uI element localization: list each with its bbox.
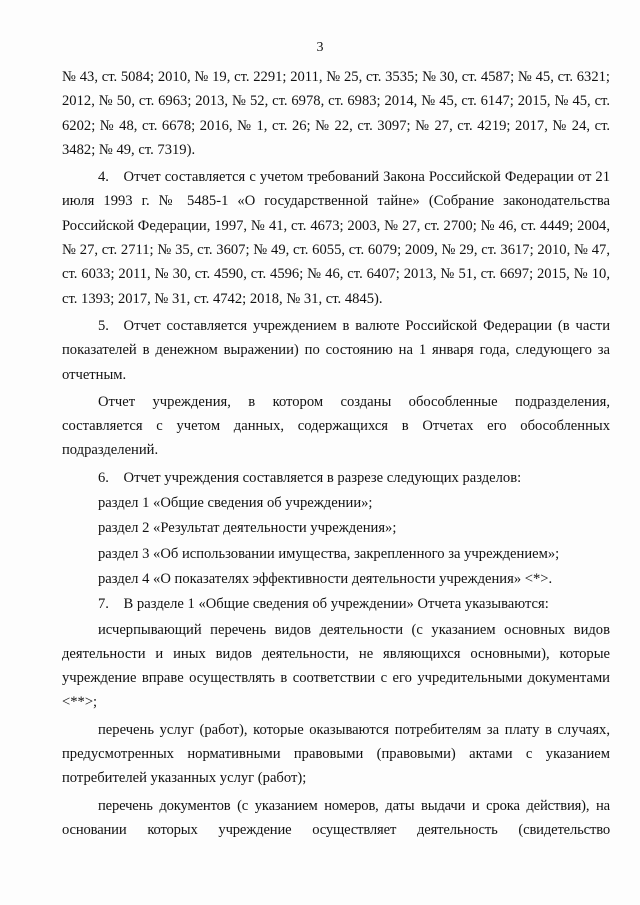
paragraph-activities-list: исчерпывающий перечень видов деятельности (с указанием основных видов деятельности и иных видов деятельности, не являющихся основными), которые учреждение вправе осуществлять в соответствии с его учредительными документами <**>;: [62, 621, 610, 711]
page-number: 3: [316, 40, 324, 55]
paragraph-6-sections: 6. Отчет учреждения составляется в разрезе следующих разделов:: [98, 469, 522, 486]
list-item-section-1: раздел 1 «Общие сведения об учреждении»;: [98, 495, 373, 512]
paragraph-paid-services: перечень услуг (работ), которые оказываются потребителям за плату в случаях, предусмотренных нормативными правовыми (правовыми) актами с указанием потребителей указанных услуг (работ);: [62, 721, 610, 787]
document-body: [62, 65, 610, 845]
paragraph-5-currency: 5. Отчет составляется учреждением в валюте Российской Федерации (в части показателей в денежном выражении) по состоянию на 1 января года, следующего за отчетным.: [62, 317, 610, 383]
paragraph-documents-list: перечень документов (с указанием номеров, даты выдачи и срока действия), на основании которых учреждение осуществляет деятельность (свидетельство: [62, 797, 610, 838]
paragraph-7-section-1-contents: 7. В разделе 1 «Общие сведения об учреждении» Отчета указываются:: [98, 596, 549, 613]
paragraph-separate-divisions: Отчет учреждения, в котором созданы обособленные подразделения, составляется с учетом данных, содержащихся в Отчетах его обособленных подразделений.: [62, 393, 610, 459]
paragraph-4-state-secret: 4. Отчет составляется с учетом требований Закона Российской Федерации от 21 июля 1993 г. № 5485-1 «О государственной тайне» (Собрание законодательства Российской Федерации, 1997, № 41, ст. 4673; 2003, № 27, ст. 2700; № 46, ст. 4449; 2004, № 27, ст. 2711; № 35, ст. 3607; № 49, ст. 6055, ст. 6079; 2009, № 29, ст. 3617; 2010, № 47, ст. 6033; 2011, № 30, ст. 4590, ст. 4596; № 46, ст. 6407; 2013, № 51, ст. 6697; 2015, № 10, ст. 1393; 2017, № 31, ст. 4742; 2018, № 31, ст. 4845).: [62, 169, 610, 307]
list-item-section-3: раздел 3 «Об использовании имущества, закрепленного за учреждением»;: [98, 545, 560, 562]
paragraph-sources-continuation: № 43, ст. 5084; 2010, № 19, ст. 2291; 2011, № 25, ст. 3535; № 30, ст. 4587; № 45, ст. 6321; 2012, № 50, ст. 6963; 2013, № 52, ст. 6978, ст. 6983; 2014, № 45, ст. 6147; 2015, № 45, ст. 6202; № 48, ст. 6678; 2016, № 1, ст. 26; № 22, ст. 3097; № 27, ст. 4219; 2017, № 24, ст. 3482; № 49, ст. 7319).: [62, 69, 610, 158]
list-item-section-4: раздел 4 «О показателях эффективности деятельности учреждения» <*>.: [98, 570, 553, 587]
list-item-section-2: раздел 2 «Результат деятельности учреждения»;: [98, 520, 397, 537]
